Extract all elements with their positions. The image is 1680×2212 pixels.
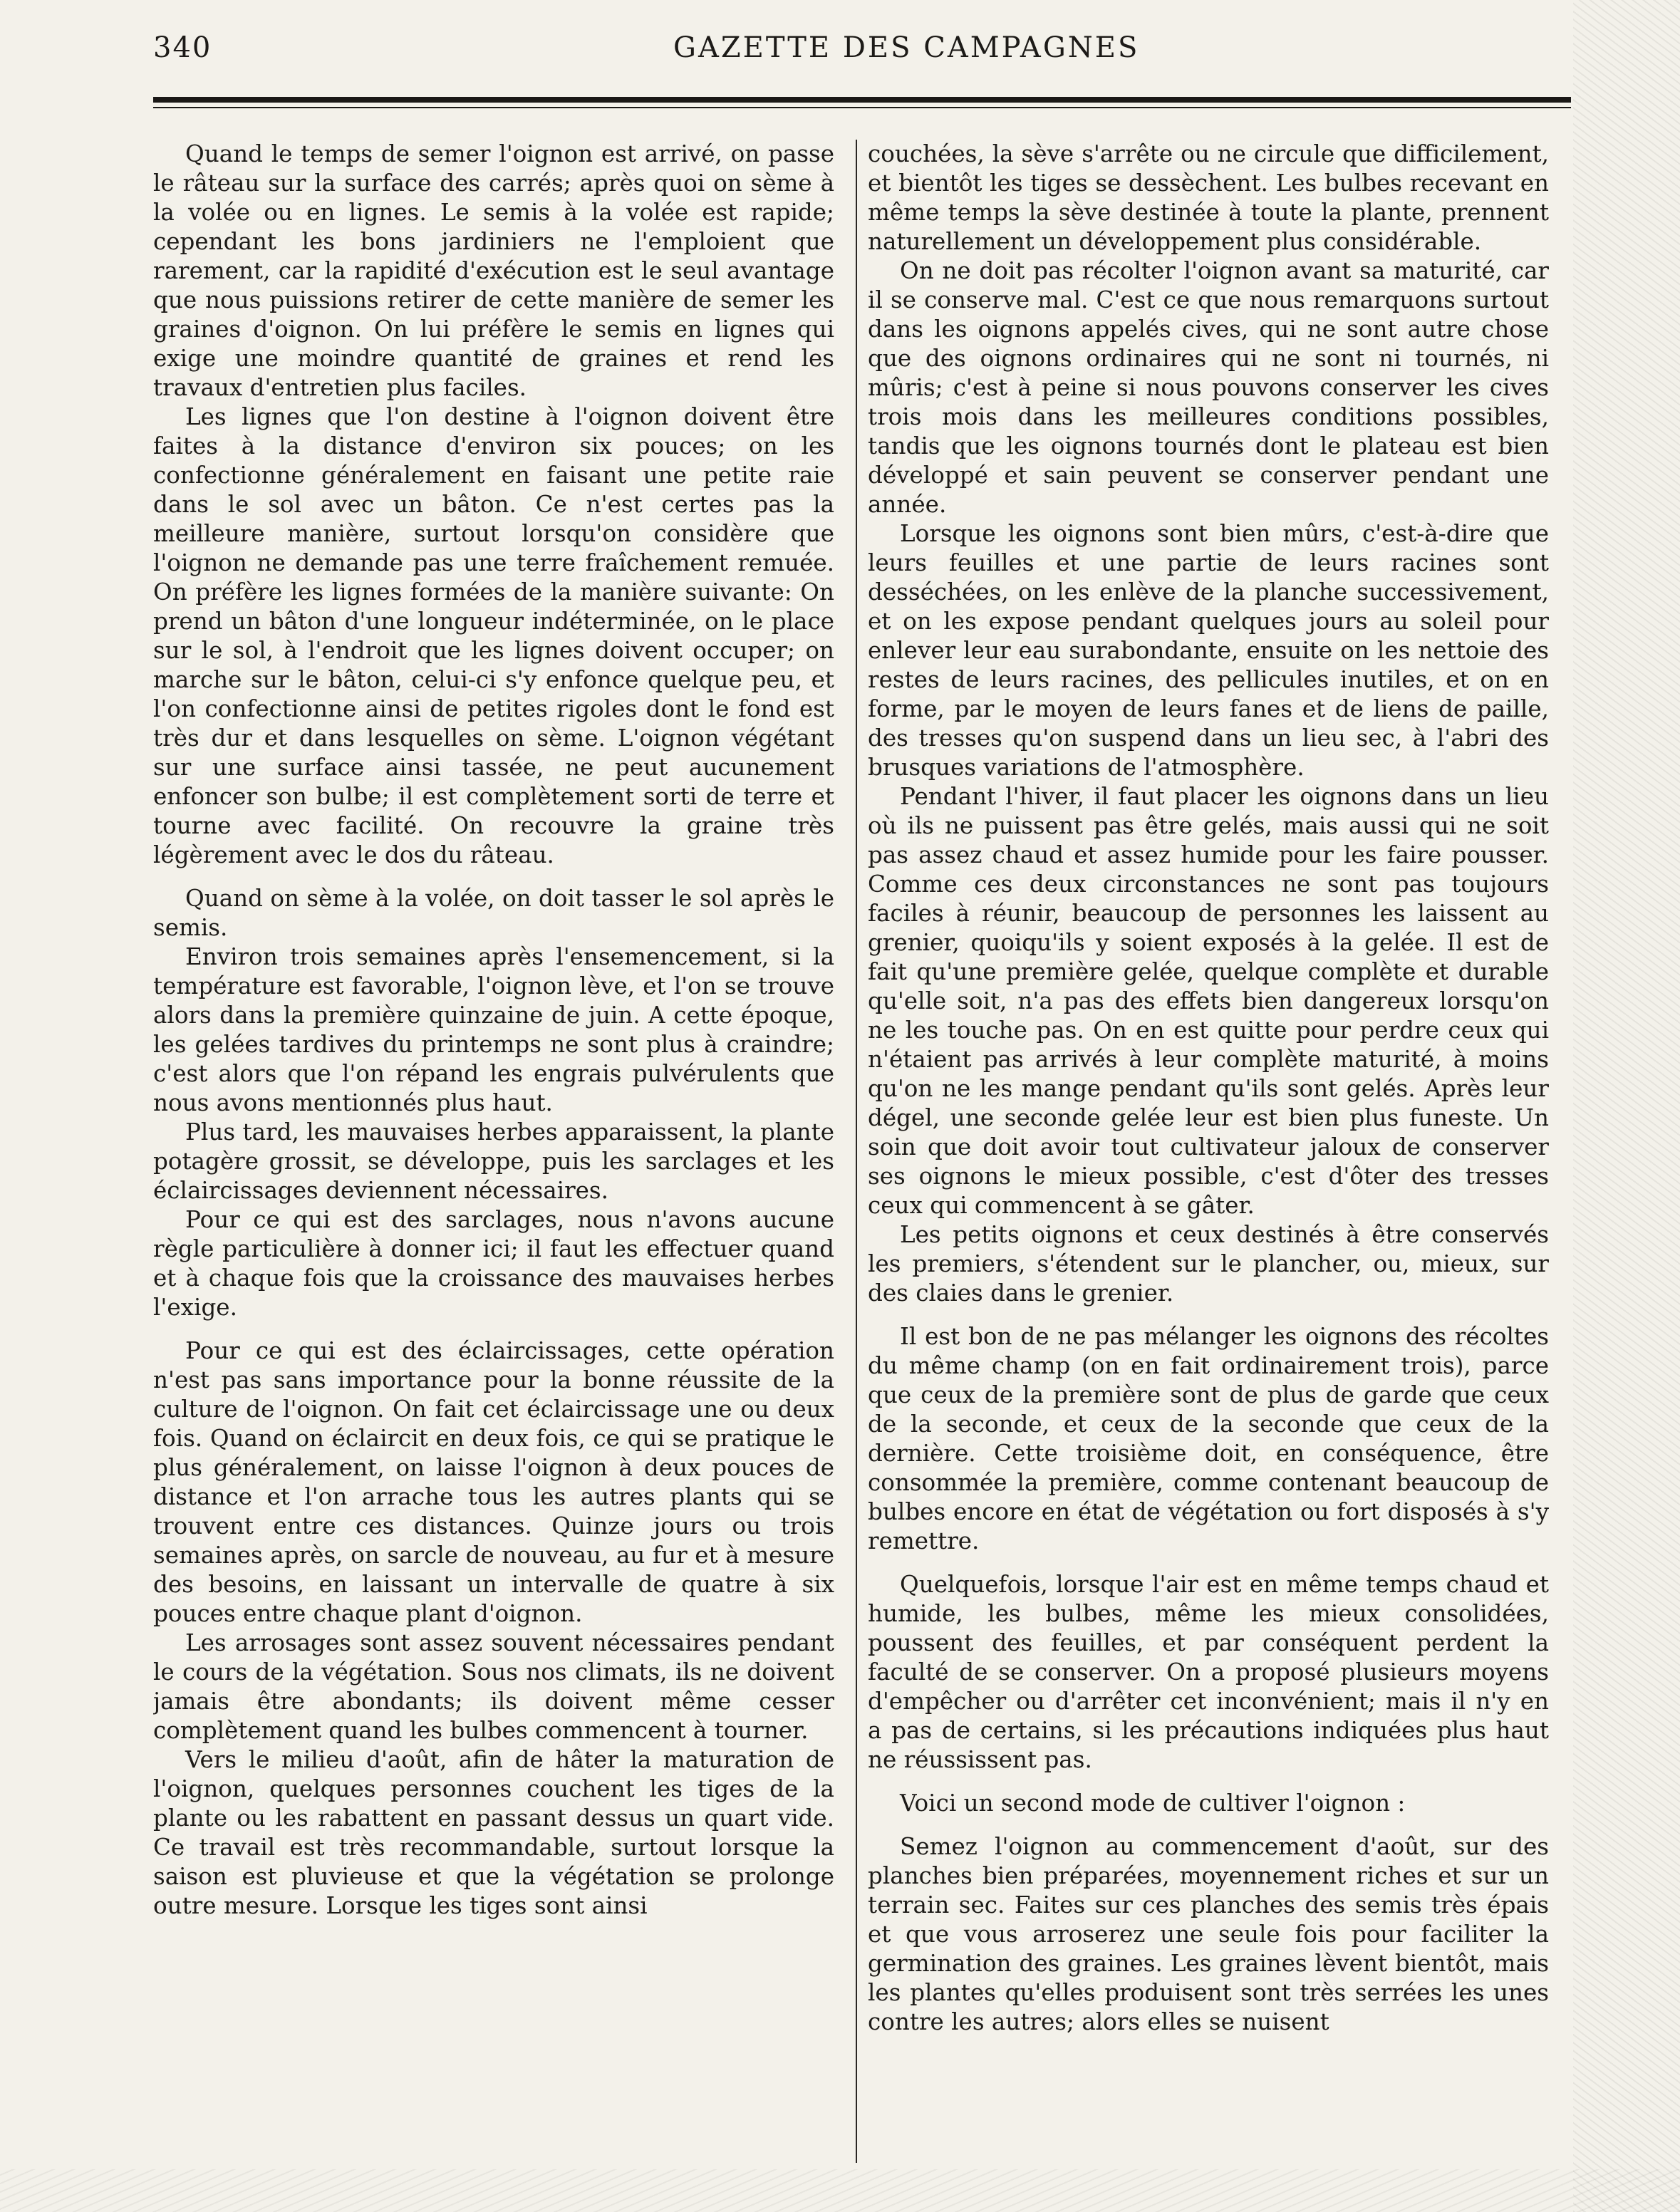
paragraph: Vers le milieu d'août, afin de hâter la maturation de l'oignon, quelques personnes couchent les tiges de la plante ou les rabattent en passant dessus un quart vide. Ce travail est très recommandable, surtout lorsque la saison est pluvieuse et que la végétation se prolonge outre mesure. Lorsque les tiges sont ainsi — [153, 1746, 834, 1919]
running-head-title: GAZETTE DES CAMPAGNES — [673, 31, 1140, 64]
right-column — [868, 140, 1549, 2156]
paragraph: Pour ce qui est des sarclages, nous n'avons aucune règle particulière à donner ici; il faut les effectuer quand et à chaque fois que la croissance des mauvaises herbes l'exige. — [153, 1206, 834, 1321]
paragraph: Les petits oignons et ceux destinés à être conservés les premiers, s'étendent sur le plancher, ou, mieux, sur des claies dans le grenier. — [868, 1221, 1549, 1307]
paragraph: Plus tard, les mauvaises herbes apparaissent, la plante potagère grossit, se développe, puis les sarclages et les éclaircissages deviennent nécessaires. — [153, 1118, 834, 1204]
paragraph: Pour ce qui est des éclaircissages, cette opération n'est pas sans importance pour la bonne réussite de la culture de l'oignon. On fait cet éclaircissage une ou deux fois. Quand on éclaircit en deux fois, ce qui se pratique le plus généralement, on laisse l'oignon à deux pouces de distance et l'on arrache tous les autres plants qui se trouvent entre ces distances. Quinze jours ou trois semaines après, on sarcle de nouveau, au fur et à mesure des besoins, en laissant un intervalle de quatre à six pouces entre chaque plant d'oignon. — [153, 1337, 834, 1627]
page-number: 340 — [153, 31, 212, 64]
page-header — [153, 28, 1571, 78]
paragraph: Pendant l'hiver, il faut placer les oignons dans un lieu où ils ne puissent pas être gelés, mais aussi qui ne soit pas assez chaud et assez humide pour les faire pousser. Comme ces deux circonstances ne sont pas toujours faciles à réunir, beaucoup de personnes les laissent au grenier, quoiqu'ils y soient exposés à la gelée. Il est de fait qu'une première gelée, quelque complète et durable qu'elle soit, n'a pas des effets bien dangereux lorsqu'on ne les touche pas. On en est quitte pour perdre ceux qui n'étaient pas arrivés à leur complète maturité, à moins qu'on ne les mange pendant qu'ils sont gelés. Après leur dégel, une seconde gelée leur est bien plus funeste. Un soin que doit avoir tout cultivateur jaloux de conserver ses oignons le mieux possible, c'est d'ôter des tresses ceux qui commencent à se gâter. — [868, 783, 1549, 1219]
paragraph: Environ trois semaines après l'ensemencement, si la température est favorable, l'oignon lève, et l'on se trouve alors dans la première quinzaine de juin. A cette époque, les gelées tardives du printemps ne sont plus à craindre; c'est alors que l'on répand les engrais pulvérulents que nous avons mentionnés plus haut. — [153, 943, 834, 1116]
paragraph: Quelquefois, lorsque l'air est en même temps chaud et humide, les bulbes, même les mieux consolidées, poussent des feuilles, et par conséquent perdent la faculté de se conserver. On a proposé plusieurs moyens d'empêcher ou d'arrêter cet inconvénient; mais il n'y en a pas de certains, si les précautions indiquées plus haut ne réussissent pas. — [868, 1571, 1549, 1773]
paragraph: Il est bon de ne pas mélanger les oignons des récoltes du même champ (on en fait ordinairement trois), parce que ceux de la première sont de plus de garde que ceux de la seconde, et ceux de la seconde que ceux de la dernière. Cette troisième doit, en conséquence, être consommée la première, comme contenant beaucoup de bulbes encore en état de végétation ou fort disposés à s'y remettre. — [868, 1323, 1549, 1554]
page-edge-speckle — [1573, 0, 1680, 2212]
paragraph: Les arrosages sont assez souvent nécessaires pendant le cours de la végétation. Sous nos climats, ils ne doivent jamais être abondants; ils doivent même cesser complètement quand les bulbes commencent à tourner. — [153, 1629, 834, 1744]
header-rule-thick — [153, 97, 1571, 103]
paragraph: On ne doit pas récolter l'oignon avant sa maturité, car il se conserve mal. C'est ce que nous remarquons surtout dans les oignons appelés cives, qui ne sont autre chose que des oignons ordinaires qui ne sont ni tournés, ni mûris; c'est à peine si nous pouvons conserver les cives trois mois dans les meilleures conditions possibles, tandis que les oignons tournés dont le plateau est bien développé et sain peuvent se conserver pendant une année. — [868, 257, 1549, 518]
column-divider — [856, 140, 857, 2163]
paragraph: Quand le temps de semer l'oignon est arrivé, on passe le râteau sur la surface des carrés; après quoi on sème à la volée ou en lignes. Le semis à la volée est rapide; cependant les bons jardiniers ne l'emploient que rarement, car la rapidité d'exécution est le seul avantage que nous puissions retirer de cette manière de semer les graines d'oignon. On lui préfère le semis en lignes qui exige une moindre quantité de graines et rend les travaux d'entretien plus faciles. — [153, 140, 834, 401]
header-rule-thin — [153, 107, 1571, 108]
left-column — [153, 140, 834, 2156]
paragraph: Semez l'oignon au commencement d'août, sur des planches bien préparées, moyennement riches et sur un terrain sec. Faites sur ces planches des semis très épais et que vous arroserez une seule fois pour faciliter la germination des graines. Les graines lèvent bientôt, mais les plantes qu'elles produisent sont très serrées les unes contre les autres; alors elles se nuisent — [868, 1833, 1549, 2035]
paragraph: Les lignes que l'on destine à l'oignon doivent être faites à la distance d'environ six pouces; on les confectionne généralement en faisant une petite raie dans le sol avec un bâton. Ce n'est certes pas la meilleure manière, surtout lorsqu'on considère que l'oignon ne demande pas une terre fraîchement remuée. On préfère les lignes formées de la manière suivante: On prend un bâton d'une longueur indéterminée, on le place sur le sol, à l'endroit que les lignes doivent occuper; on marche sur le bâton, celui-ci s'y enfonce quelque peu, et l'on confectionne ainsi de petites rigoles dont le fond est très dur et dans lesquelles on sème. L'oignon végétant sur une surface ainsi tassée, ne peut aucunement enfoncer son bulbe; il est complètement sorti de terre et tourne avec facilité. On recouvre la graine très légèrement avec le dos du râteau. — [153, 403, 834, 868]
paragraph: couchées, la sève s'arrête ou ne circule que difficilement, et bientôt les tiges se dessèchent. Les bulbes recevant en même temps la sève destinée à toute la plante, prennent naturellement un développement plus considérable. — [868, 140, 1549, 255]
paragraph: Voici un second mode de cultiver l'oignon : — [900, 1790, 1406, 1817]
paragraph: Lorsque les oignons sont bien mûrs, c'est-à-dire que leurs feuilles et une partie de leurs racines sont desséchées, on les enlève de la planche successivement, et on les expose pendant quelques jours au soleil pour enlever leur eau surabondante, ensuite on les nettoie des restes de leurs racines, des pellicules inutiles, et on en forme, par le moyen de leurs fanes et de liens de paille, des tresses qu'on suspend dans un lieu sec, à l'abri des brusques variations de l'atmosphère. — [868, 520, 1549, 781]
page-bottom-speckle — [0, 2169, 1680, 2212]
paragraph: Quand on sème à la volée, on doit tasser le sol après le semis. — [153, 885, 834, 941]
